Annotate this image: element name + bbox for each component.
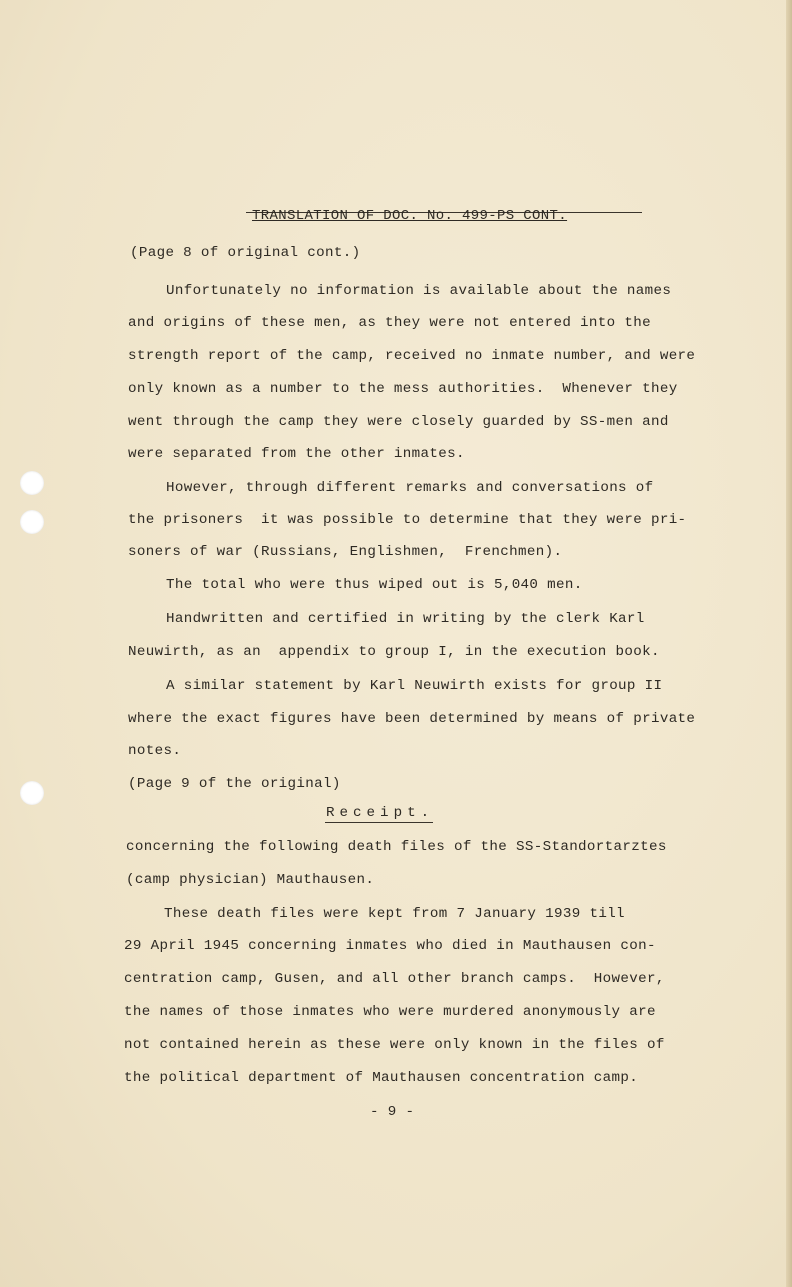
text-line: only known as a number to the mess authorities. Whenever they bbox=[128, 381, 678, 397]
text-line: were separated from the other inmates. bbox=[128, 446, 465, 462]
text-line: concerning the following death files of the SS-Standortarztes bbox=[126, 839, 667, 855]
receipt-heading: Receipt. bbox=[326, 805, 435, 821]
text-line: The total who were thus wiped out is 5,040 men. bbox=[166, 577, 583, 593]
text-line: Neuwirth, as an appendix to group I, in the execution book. bbox=[128, 644, 660, 660]
page-reference: (Page 9 of the original) bbox=[128, 776, 341, 792]
text-line: strength report of the camp, received no inmate number, and were bbox=[128, 348, 696, 364]
text-line: not contained herein as these were only known in the files of bbox=[124, 1037, 665, 1053]
text-line: A similar statement by Karl Neuwirth exists for group II bbox=[166, 678, 663, 694]
text-line: These death files were kept from 7 January 1939 till bbox=[164, 906, 625, 922]
punch-hole bbox=[20, 471, 44, 495]
text-line: the political department of Mauthausen concentration camp. bbox=[124, 1070, 639, 1086]
text-line: Handwritten and certified in writing by the clerk Karl bbox=[166, 611, 645, 627]
punch-hole bbox=[20, 781, 44, 805]
page-reference: (Page 8 of original cont.) bbox=[130, 245, 361, 261]
text-line: notes. bbox=[128, 743, 182, 759]
receipt-underline bbox=[325, 822, 433, 823]
text-line: and origins of these men, as they were not entered into the bbox=[128, 315, 651, 331]
text-line: the names of those inmates who were murdered anonymously are bbox=[124, 1004, 656, 1020]
punch-hole bbox=[20, 510, 44, 534]
text-line: Unfortunately no information is available about the names bbox=[166, 283, 672, 299]
text-line: 29 April 1945 concerning inmates who died in Mauthausen con- bbox=[124, 938, 656, 954]
text-line: (camp physician) Mauthausen. bbox=[126, 872, 375, 888]
text-line: centration camp, Gusen, and all other branch camps. However, bbox=[124, 971, 665, 987]
page-edge bbox=[786, 0, 792, 1287]
page-number: - 9 - bbox=[370, 1104, 415, 1120]
text-line: soners of war (Russians, Englishmen, Frenchmen). bbox=[128, 544, 563, 560]
text-line: the prisoners it was possible to determine that they were pri- bbox=[128, 512, 687, 528]
text-line: went through the camp they were closely guarded by SS-men and bbox=[128, 414, 669, 430]
document-title: TRANSLATION OF DOC. No. 499-PS CONT. bbox=[252, 208, 568, 224]
text-line: where the exact figures have been determined by means of private bbox=[128, 711, 696, 727]
text-line: However, through different remarks and conversations of bbox=[166, 480, 654, 496]
